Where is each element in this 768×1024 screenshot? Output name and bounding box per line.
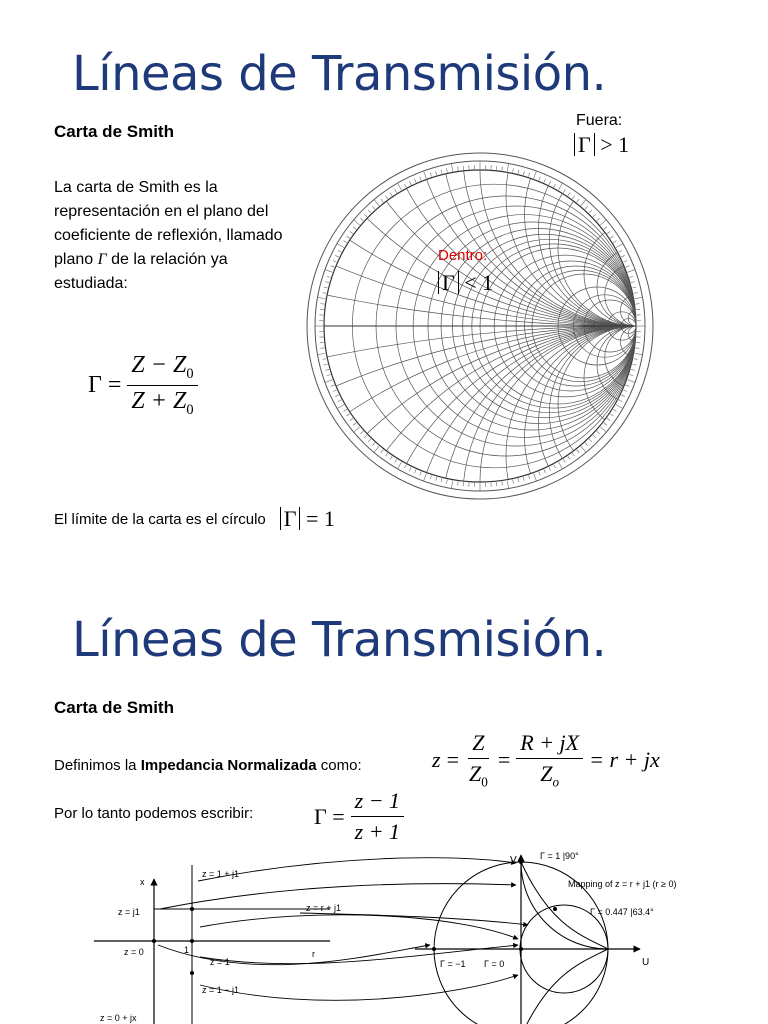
description-text-start: La carta de Smith es la representación en el plano del coeficiente de reflexión, llamado plano xyxy=(54,179,283,268)
limit-condition: Γ = 1 xyxy=(280,506,335,532)
label-gamma-1-90: Γ = 1 |90° xyxy=(540,851,579,861)
label-gamma-0: Γ = 0 xyxy=(484,959,505,969)
formula-numerator: $Z - Z_0$ xyxy=(127,352,197,386)
label-z-0-plus-jx: z = 0 + jx xyxy=(100,1013,137,1023)
r-axis-label: r xyxy=(312,949,315,959)
gamma-symbol: Γ xyxy=(97,251,107,268)
mapping-diagram xyxy=(80,845,720,1024)
label-z-1-plus-j1: z = 1 + j1 xyxy=(202,869,240,879)
formula-fraction xyxy=(127,352,197,419)
slide-title: Líneas de Transmisión. xyxy=(72,46,607,102)
outside-label: Fuera: xyxy=(576,112,623,129)
gamma-z-formula: Γ = $\frac{z - 1}{z + 1}$ xyxy=(314,788,404,845)
reflection-coefficient-formula xyxy=(88,352,198,419)
slide-title: Líneas de Transmisión. xyxy=(72,612,607,668)
inside-condition: Γ < 1 xyxy=(438,270,493,296)
label-z-1: z = 1 xyxy=(210,957,230,967)
u-axis-label: U xyxy=(642,957,650,968)
label-z-1-minus-j1: z = 1 − j1 xyxy=(202,985,240,995)
label-gamma-0447: Γ = 0.447 |63.4° xyxy=(590,907,654,917)
section-heading: Carta de Smith xyxy=(54,698,174,717)
v-axis-label: V xyxy=(510,855,517,866)
definition-text: Definimos la Impedancia Normalizada como: xyxy=(54,757,362,774)
x-axis-label: x xyxy=(140,877,145,887)
chart-limit-line xyxy=(54,506,335,532)
description-paragraph xyxy=(54,176,300,296)
description-text-end: de la relación ya estudiada: xyxy=(54,251,228,292)
label-z-0: z = 0 xyxy=(124,947,144,957)
impedance-term: Impedancia Normalizada xyxy=(140,757,317,774)
label-z-j1: z = j1 xyxy=(118,907,140,917)
formula-lhs: Γ = xyxy=(88,371,122,398)
label-mapping: Mapping of z = r + j1 (r ≥ 0) xyxy=(568,879,677,889)
smith-chart xyxy=(300,150,660,500)
inside-label: Dentro: xyxy=(438,247,488,264)
label-one: 1 xyxy=(184,945,190,955)
label-gamma-minus-1: Γ = −1 xyxy=(440,959,466,969)
write-text: Por lo tanto podemos escribir: xyxy=(54,805,254,822)
section-heading: Carta de Smith xyxy=(54,122,174,141)
formula-denominator: $Z + Z_0$ xyxy=(131,387,194,418)
normalized-impedance-formula: z = $\frac{Z}{Z_0}$ = $\frac{R + jX}{Z_o}$ = r + jx xyxy=(432,730,660,790)
label-z-r-plus-j1: z = r + j1 xyxy=(306,903,342,913)
slide-normalized-impedance xyxy=(0,580,768,1024)
limit-text: El límite de la carta es el círculo xyxy=(54,510,266,528)
outside-condition: Γ > 1 xyxy=(574,132,629,158)
